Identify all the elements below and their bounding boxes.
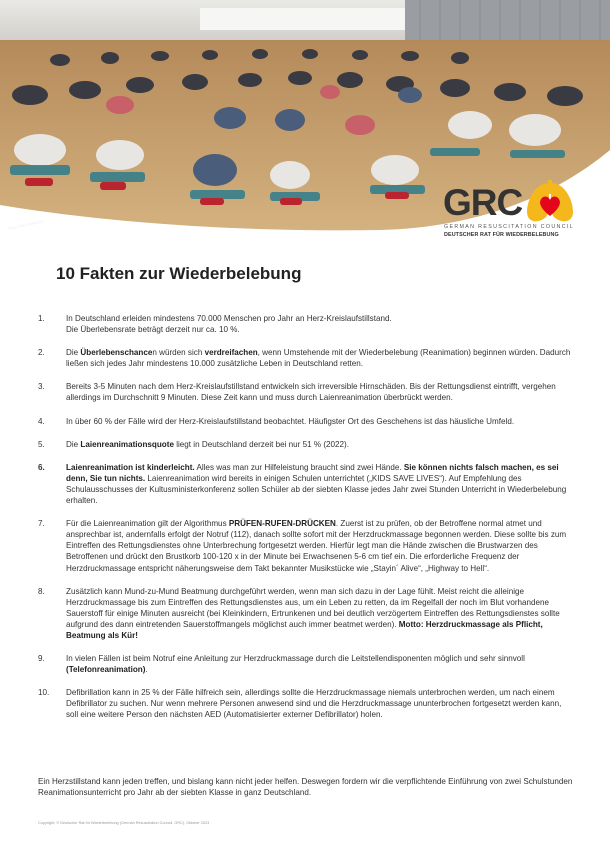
fact-text-run: Alles was man zur Hilfeleistung braucht sind zwei Hände. <box>194 462 404 472</box>
fact-text-run: , wenn Umstehende mit der Wiederbelebung (Reanimation) beginnen würden. Dadurch ließen sich jedes Jahr mindestens 10.000 zusätzliche Leben in Deutschland retten. <box>66 348 571 369</box>
fact-text-emphasis: Laienreanimationsquote <box>80 439 174 449</box>
fact-text <box>66 462 574 506</box>
fact-text-run: In vielen Fällen ist beim Notruf eine Anleitung zur Herzdruckmassage durch die Leitstellendisponenten möglich und sehr sinnvoll <box>66 654 525 664</box>
fact-text-run: Für die Laienreanimation gilt der Algorithmus <box>66 519 229 529</box>
fact-number: 3. <box>38 382 45 392</box>
fact-text-run: In Deutschland erleiden mindestens 70.000 Menschen pro Jahr an Herz-Kreislaufstillstand. <box>66 314 392 323</box>
logo-name-en: GERMAN RESUSCITATION COUNCIL <box>444 224 575 230</box>
fact-text-emphasis: Sie können nichts falsch machen, es sei denn, Sie tun nichts. <box>66 462 559 483</box>
fact-item <box>38 381 574 403</box>
fact-text-run: liegt in Deutschland derzeit bei nur 51 % (2022). <box>173 439 349 449</box>
fact-item <box>38 518 574 573</box>
fact-number: 1. <box>38 314 45 323</box>
fact-text <box>66 347 574 369</box>
fact-text-run: . Zuerst ist zu prüfen, ob der Betroffene normal atmet und ansprechbar ist, andernfalls erfolgt der Notruf (112), danach sollte sofort mit der Herzdruckmassage begonnen werden. Diese sollte bis zum Eintreffen des Rettungsdienstes ohne Unterbrechung fortgesetzt werden. Hierfür legt man die Hände zwischen die Brustwarzen des Betroffenen und drückt den Brustkorb 100-120 x in der Minute bei Erwachsenen 5-6 cm tief ein. Die erforderliche Frequenz der Herzdruckmassage entspricht näherungsweise dem Takt bekannter Musikstücke wie „Stayin´ Alive“, „Highway to Hell“. <box>66 519 567 573</box>
fact-text <box>66 313 574 324</box>
closing-paragraph: Ein Herzstillstand kann jeden treffen, und bislang kann nicht jeder helfen. Deswegen fordern wir die verpflichtende Einführung von zwei Schulstunden Reanimationsunterricht pro Jahr ab der siebten Klasse in ganz Deutschland. <box>38 777 573 798</box>
lung-heart-icon <box>523 180 577 226</box>
fact-number: 8. <box>38 586 45 596</box>
fact-text <box>66 416 574 427</box>
fact-item <box>38 416 574 427</box>
fact-number: 4. <box>38 416 45 426</box>
fact-text <box>66 687 574 720</box>
fact-text-run: Defibrillation kann in 25 % der Fälle hilfreich sein, allerdings sollte die Herzdruckmassage niemals unterbrochen werden, um nach einem Defibrillator zu suchen. Nur wenn mehrere Personen anwesend sind und die Herzdruckmassage ununterbrochen fortgesetzt werden kann, soll eine weitere Person den nächsten AED (Automatisierter externer Defibrillator) holen. <box>66 688 562 720</box>
fact-item <box>38 313 574 335</box>
photo-credit: Foto: Max Ruelbach <box>8 218 45 231</box>
fact-item <box>38 347 574 369</box>
fact-text-run: Die Überlebensrate beträgt derzeit nur ca. 10 %. <box>66 325 240 335</box>
fact-text-emphasis: Motto: Herzdruckmassage als Pflicht, Beatmung als Kür! <box>66 619 543 640</box>
fact-text <box>66 439 574 450</box>
fact-item <box>38 586 574 641</box>
fact-text-emphasis: verdreifachen <box>204 348 258 358</box>
logo-name-de: DEUTSCHER RAT FÜR WIEDERBELEBUNG <box>444 232 559 238</box>
fact-text-run: Bereits 3-5 Minuten nach dem Herz-Kreislaufstillstand entwickeln sich irreversible Hirnschäden. Bis der Rettungsdienst eintrifft, vergehen allerdings im Durchschnitt 9 Minuten. Diese Zeit kann und muss durch Laienreanimation überbrückt werden. <box>66 382 556 403</box>
fact-number: 6. <box>38 462 45 472</box>
fact-text-emphasis: PRÜFEN-RUFEN-DRÜCKEN <box>228 519 336 529</box>
logo-abbreviation: GRC <box>443 182 523 223</box>
fact-text-run: Die <box>66 348 81 358</box>
fact-item <box>38 462 574 506</box>
fact-number: 10. <box>38 688 50 698</box>
fact-text-run: n würden sich <box>152 348 205 358</box>
fact-text <box>66 653 574 675</box>
fact-text-run: In über 60 % der Fälle wird der Herz-Kreislaufstillstand beobachtet. Häufigster Ort des Geschehens ist das häusliche Umfeld. <box>66 416 515 426</box>
fact-text-emphasis: Laienreanimation ist kinderleicht. <box>66 462 195 472</box>
grc-logo <box>443 180 603 242</box>
fact-item <box>38 653 574 675</box>
fact-text <box>66 518 574 573</box>
copyright-notice: Copyright: © Deutscher Rat für Wiederbelebung (German Resuscitation Council, GRC), Oktober 2023 <box>38 821 210 825</box>
fact-text-emphasis: (Telefonreanimation) <box>66 665 146 675</box>
fact-text <box>66 381 574 403</box>
fact-text-run: . <box>145 665 148 675</box>
fact-text-run: Die <box>66 439 81 449</box>
fact-text <box>66 586 574 641</box>
fact-number: 2. <box>38 348 45 358</box>
fact-number: 5. <box>38 439 45 449</box>
fact-number: 9. <box>38 654 45 664</box>
fact-number: 7. <box>38 519 45 529</box>
hall-windows <box>200 8 410 30</box>
fact-text-emphasis: Überlebenschance <box>80 348 153 358</box>
facts-list <box>38 313 574 733</box>
fact-item <box>38 439 574 450</box>
page-title: 10 Fakten zur Wiederbelebung <box>56 264 302 283</box>
fact-text-run: Laienreanimation wird bereits in einigen Schulen unterrichtet („KIDS SAVE LIVES“). Auf Empfehlung des Schulausschusses der Kultusministerkonferenz sollen Schüler ab der siebten Klasse jedes Jahr zwei Stunden Unterricht in Wiederbelebung erhalten. <box>66 473 567 506</box>
fact-text <box>66 324 574 335</box>
fact-text-run: Zusätzlich kann Mund-zu-Mund Beatmung durchgeführt werden, wenn man sich dazu in der Lage fühlt. Meist reicht die alleinige Herzdruckmassage bis zum Eintreffen des Rettungsdienstes aus, um ein Leben zu retten, da im Regelfall der noch im Blut vorhandene Sauerstoff für einige Minuten ausreicht (bei Kleinkindern, Ertrunkenen und bei deutlich verzögertem Eintreffen des Rettungsdienstes sollte aufgrund des dann eintretenden Sauerstoffmangels möglichst auch immer beatmet werden). <box>66 586 560 629</box>
fact-item <box>38 687 574 720</box>
